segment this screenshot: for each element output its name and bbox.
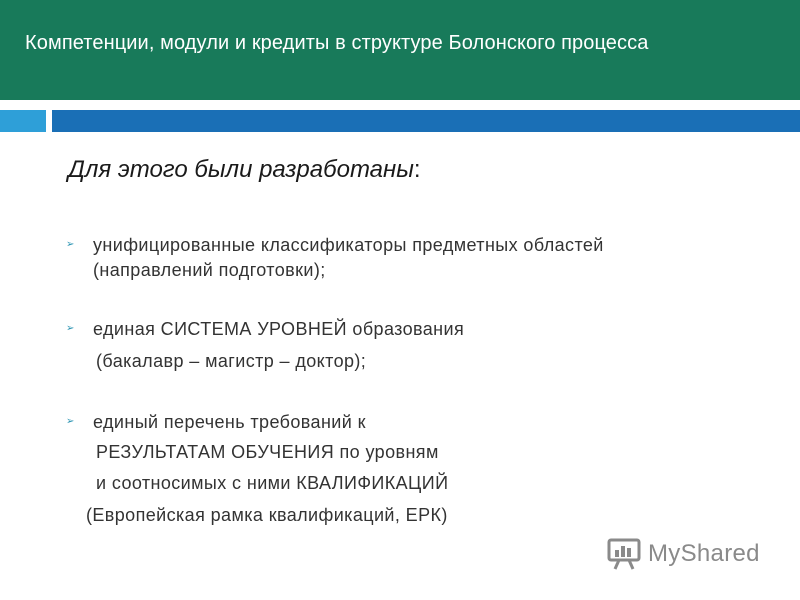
bullet-arrow-icon: ➢ (66, 416, 75, 427)
presentation-board-icon (606, 536, 642, 572)
bullet-2-line-1: единая СИСТЕМА УРОВНЕЙ образования (93, 319, 465, 339)
slide-subtitle (68, 156, 421, 184)
subtitle-text: Для этого были разработаны (68, 156, 414, 183)
subtitle-colon: : (413, 156, 421, 183)
bullet-arrow-icon: ➢ (66, 323, 75, 334)
accent-stripe-left (0, 110, 46, 132)
bullet-arrow-icon: ➢ (66, 239, 75, 250)
bullet-1-line-1: унифицированные классификаторы предметных областей (93, 235, 604, 255)
bullet-3-line-3: и соотносимых с ними КВАЛИФИКАЦИЙ (96, 473, 449, 493)
bullet-1-line-2: (направлений подготовки); (93, 260, 326, 280)
slide-header (0, 0, 800, 100)
bullet-3-line-4: (Европейская рамка квалификаций, ЕРК) (86, 505, 448, 525)
bullet-2-line-2: (бакалавр – магистр – доктор); (96, 351, 367, 371)
bullet-3-line-2: РЕЗУЛЬТАТАМ ОБУЧЕНИЯ по уровням (96, 442, 439, 462)
bullet-3-line-1: единый перечень требований к (93, 412, 366, 432)
slide-title: Компетенции, модули и кредиты в структуре Болонского процесса (25, 32, 649, 54)
logo-text: MyShared (648, 540, 760, 567)
myshared-logo (606, 536, 766, 572)
accent-stripe-right (52, 110, 800, 132)
